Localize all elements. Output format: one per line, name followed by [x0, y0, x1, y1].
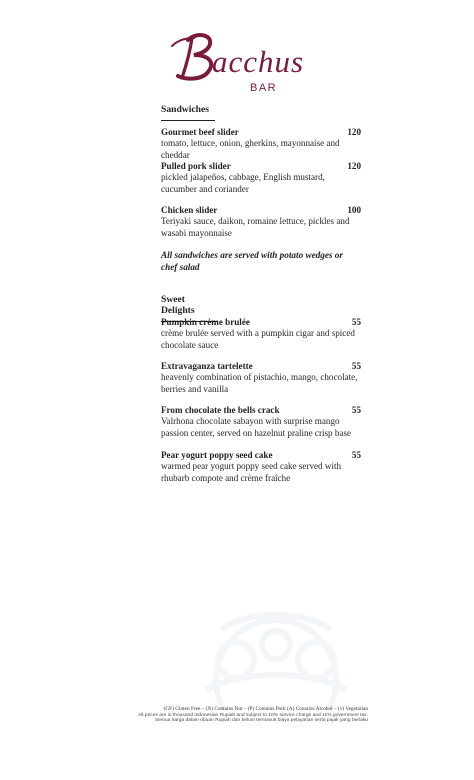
price-note-indonesian: Semua harga dalam ribuan Rupiah dan belum termasuk biaya pelayanan serta pajak yang berlaku: [154, 718, 368, 724]
item-description: heavenly combination of pistachio, mango, chocolate, berries and vanilla: [161, 372, 358, 394]
section-title-sweet-delights: Sweet Delights: [161, 294, 217, 322]
item-price: 55: [351, 361, 361, 371]
item-price: 100: [347, 205, 361, 215]
item-description: warmed pear yogurt poppy seed cake served with rhubarb compote and crème fraîche: [161, 461, 342, 483]
item-price: 55: [351, 317, 361, 327]
item-name: Extravaganza tartelette: [161, 361, 253, 371]
menu-item-pumpkin-creme-brulee: [161, 317, 363, 351]
item-description: pickled jalapeños, cabbage, English mustard, cucumber and coriander: [161, 172, 325, 194]
item-name: Pear yogurt poppy seed cake: [161, 450, 273, 460]
sandwiches-note: All sandwiches are served with potato wedges or chef salad: [161, 250, 343, 272]
menu-item-chicken-slider: [161, 205, 363, 239]
item-price: 120: [347, 127, 361, 137]
item-description: tomato, lettuce, onion, gherkins, mayonnaise and cheddar: [161, 138, 340, 160]
section-title-sandwiches: Sandwiches: [161, 104, 215, 121]
menu-item-gourmet-beef-slider: [161, 127, 363, 161]
menu-item-extravaganza-tartelette: [161, 361, 363, 395]
menu-item-pulled-pork-slider: [161, 161, 363, 195]
item-name: Chicken slider: [161, 205, 218, 215]
menu-footer: [118, 707, 368, 724]
menu-item-pear-yogurt-poppy-seed-cake: [161, 450, 363, 484]
item-description: Valrhona chocolate sabayon with surprise mango passion center, served on hazelnut praline crisp base: [161, 416, 352, 438]
price-note-english: All prices are in thousand Indonesian Rupiah and subject to 10% service charge and 11% government tax.: [138, 712, 368, 718]
dietary-legend: (GF) Gluten Free – (N) Contains Nut – (P) Contains Pork (A) Contains Alcohol – (v) Vegetarian: [163, 706, 368, 712]
bacchus-bar-logo: [168, 28, 336, 98]
item-name: Pumpkin crème brulée: [161, 317, 250, 327]
item-name: Pulled pork slider: [161, 161, 231, 171]
menu-item-from-chocolate-the-bells-crack: [161, 405, 363, 439]
item-price: 55: [351, 450, 361, 460]
item-name: From chocolate the bells crack: [161, 405, 280, 415]
item-name: Gourmet beef slider: [161, 127, 239, 137]
logo-graphic: [168, 28, 336, 98]
decorative-watermark: [176, 600, 386, 710]
logo-bar-text: BAR: [250, 82, 278, 94]
item-description: crème brulée served with a pumpkin cigar and spiced chocolate sauce: [161, 328, 355, 350]
logo-wordmark: acchus: [212, 44, 305, 79]
item-price: 120: [347, 161, 361, 171]
item-description: Teriyaki sauce, daikon, romaine lettuce, pickles and wasabi mayonnaise: [161, 216, 350, 238]
item-price: 55: [351, 405, 361, 415]
